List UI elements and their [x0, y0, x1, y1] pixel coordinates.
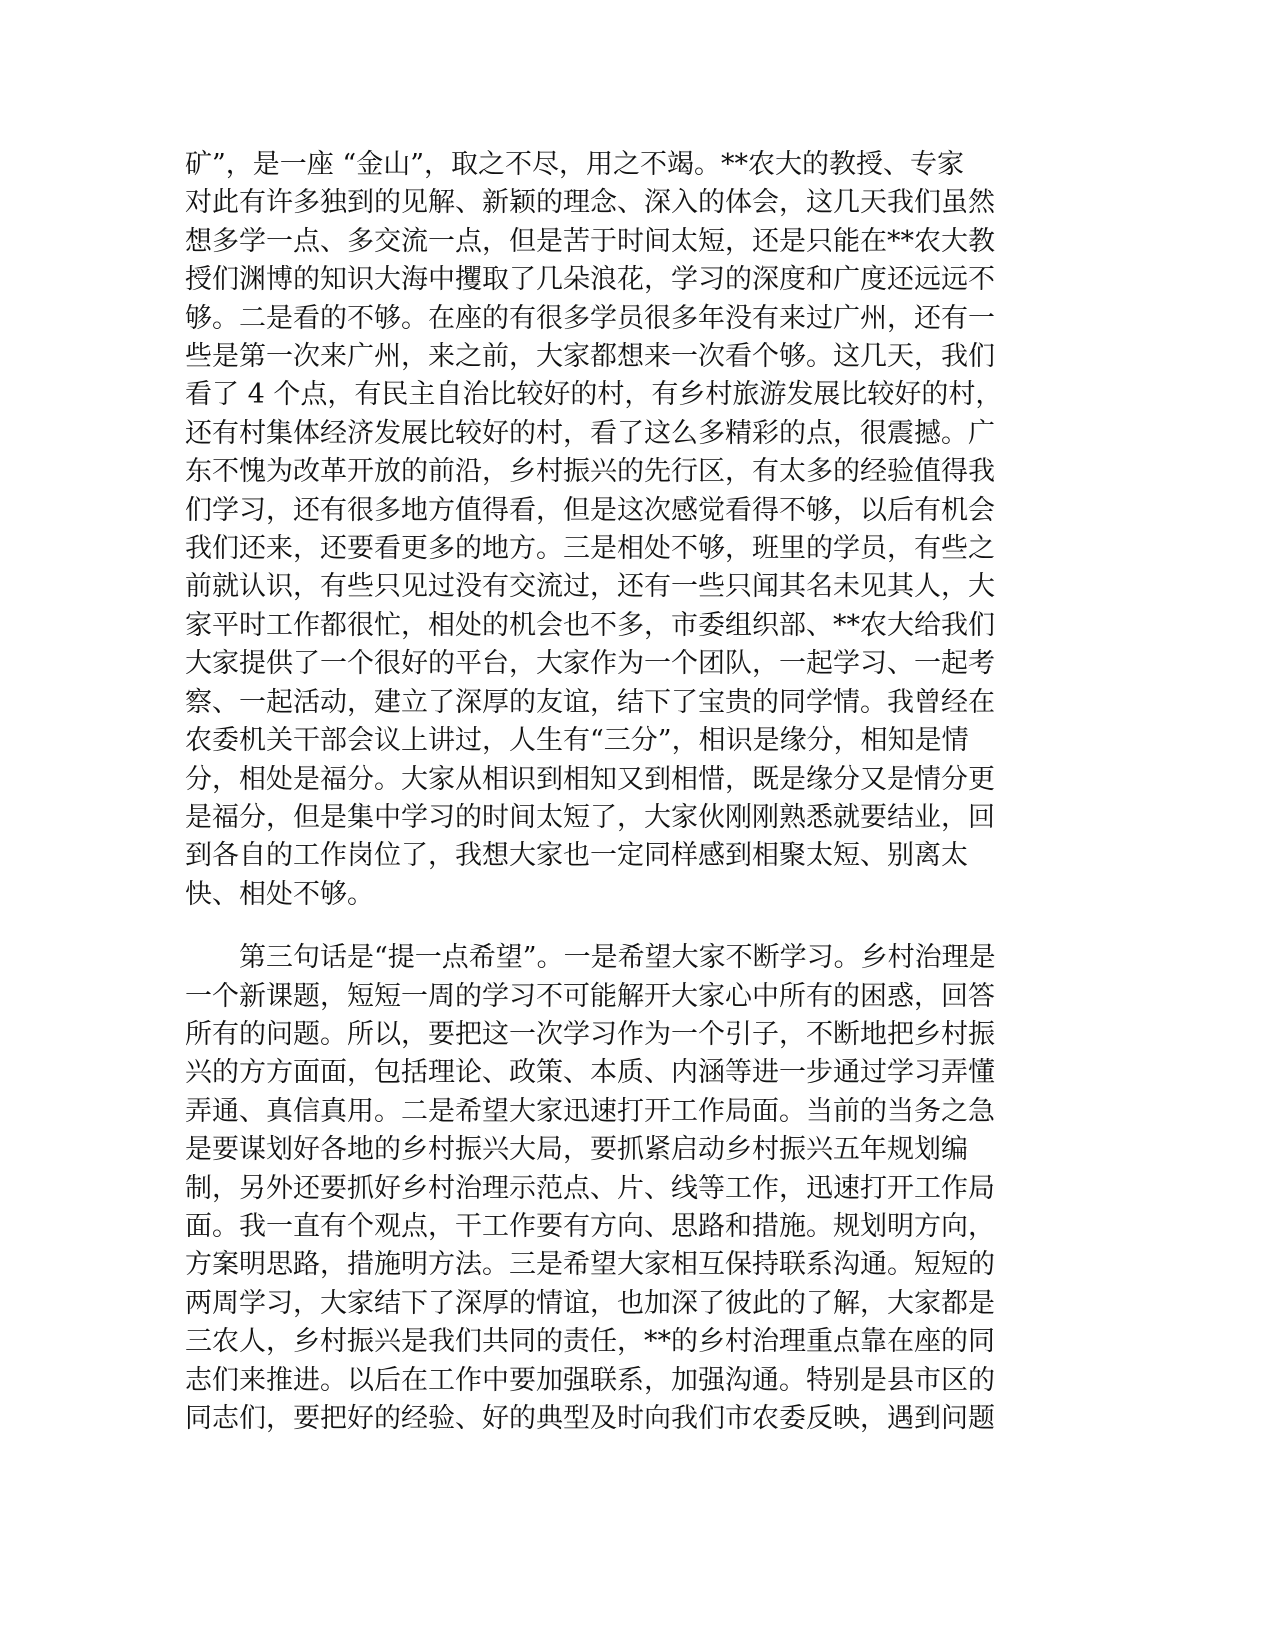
- text-line: 三农人，乡村振兴是我们共同的责任，**的乡村治理重点靠在座的同: [185, 1326, 995, 1358]
- text-line: 到各自的工作岗位了，我想大家也一定同样感到相聚太短、别离太: [185, 840, 968, 872]
- text-line: 分，相处是福分。大家从相识到相知又到相惜，既是缘分又是情分更: [185, 763, 995, 795]
- paragraph-1: [185, 146, 1065, 914]
- text-line: 前就认识，有些只见过没有交流过，还有一些只闻其名未见其人，大: [185, 571, 995, 603]
- document-page: [185, 146, 1065, 1438]
- text-line: 对此有许多独到的见解、新颖的理念、深入的体会，这几天我们虽然: [185, 187, 995, 219]
- text-line: 授们渊博的知识大海中攫取了几朵浪花，学习的深度和广度还远远不: [185, 264, 995, 296]
- text-line: 农委机关干部会议上讲过，人生有“三分”，相识是缘分，相知是情: [185, 725, 969, 757]
- text-line: 我们还来，还要看更多的地方。三是相处不够，班里的学员，有些之: [185, 533, 995, 565]
- text-line: 同志们，要把好的经验、好的典型及时向我们市农委反映，遇到问题: [185, 1403, 995, 1434]
- text-line: 快、相处不够。: [185, 878, 374, 910]
- text-line: 是福分，但是集中学习的时间太短了，大家伙刚刚熟悉就要结业，回: [185, 801, 995, 833]
- paragraph-spacer: [185, 914, 1065, 939]
- text-line: 家平时工作都很忙，相处的机会也不多，市委组织部、**农大给我们: [185, 609, 995, 641]
- text-line: 看了 4 个点，有民主自治比较好的村，有乡村旅游发展比较好的村，: [185, 379, 1003, 411]
- text-line: 们学习，还有很多地方值得看，但是这次感觉看得不够，以后有机会: [185, 494, 995, 526]
- text-line: 两周学习，大家结下了深厚的情谊，也加深了彼此的了解，大家都是: [185, 1287, 995, 1319]
- text-line: 兴的方方面面，包括理论、政策、本质、内涵等进一步通过学习弄懂: [185, 1057, 995, 1089]
- text-line: 大家提供了一个很好的平台，大家作为一个团队，一起学习、一起考: [185, 648, 995, 680]
- text-line: 东不愧为改革开放的前沿，乡村振兴的先行区，有太多的经验值得我: [185, 456, 995, 488]
- text-line: 还有村集体经济发展比较好的村，看了这么多精彩的点，很震撼。广: [185, 417, 995, 449]
- text-line: 制，另外还要抓好乡村治理示范点、片、线等工作，迅速打开工作局: [185, 1172, 995, 1204]
- text-line: 志们来推进。以后在工作中要加强联系，加强沟通。特别是县市区的: [185, 1364, 995, 1396]
- text-line: 第三句话是“提一点希望”。一是希望大家不断学习。乡村治理是: [185, 942, 996, 974]
- text-line: 面。我一直有个观点，干工作要有方向、思路和措施。规划明方向，: [185, 1210, 995, 1242]
- text-line: 想多学一点、多交流一点，但是苦于时间太短，还是只能在**农大教: [185, 225, 995, 257]
- text-line: 方案明思路，措施明方法。三是希望大家相互保持联系沟通。短短的: [185, 1249, 995, 1281]
- text-line: 矿”，是一座 “金山”，取之不尽，用之不竭。**农大的教授、专家: [185, 149, 964, 180]
- text-line: 够。二是看的不够。在座的有很多学员很多年没有来过广州，还有一: [185, 302, 995, 334]
- text-line: 所有的问题。所以，要把这一次学习作为一个引子，不断地把乡村振: [185, 1018, 995, 1050]
- text-line: 一个新课题，短短一周的学习不可能解开大家心中所有的困惑，回答: [185, 980, 995, 1012]
- paragraph-2: [185, 939, 1065, 1438]
- text-line: 察、一起活动，建立了深厚的友谊，结下了宝贵的同学情。我曾经在: [185, 686, 995, 718]
- text-line: 是要谋划好各地的乡村振兴大局，要抓紧启动乡村振兴五年规划编: [185, 1134, 968, 1166]
- text-line: 些是第一次来广州，来之前，大家都想来一次看个够。这几天，我们: [185, 341, 995, 373]
- text-line: 弄通、真信真用。二是希望大家迅速打开工作局面。当前的当务之急: [185, 1095, 995, 1127]
